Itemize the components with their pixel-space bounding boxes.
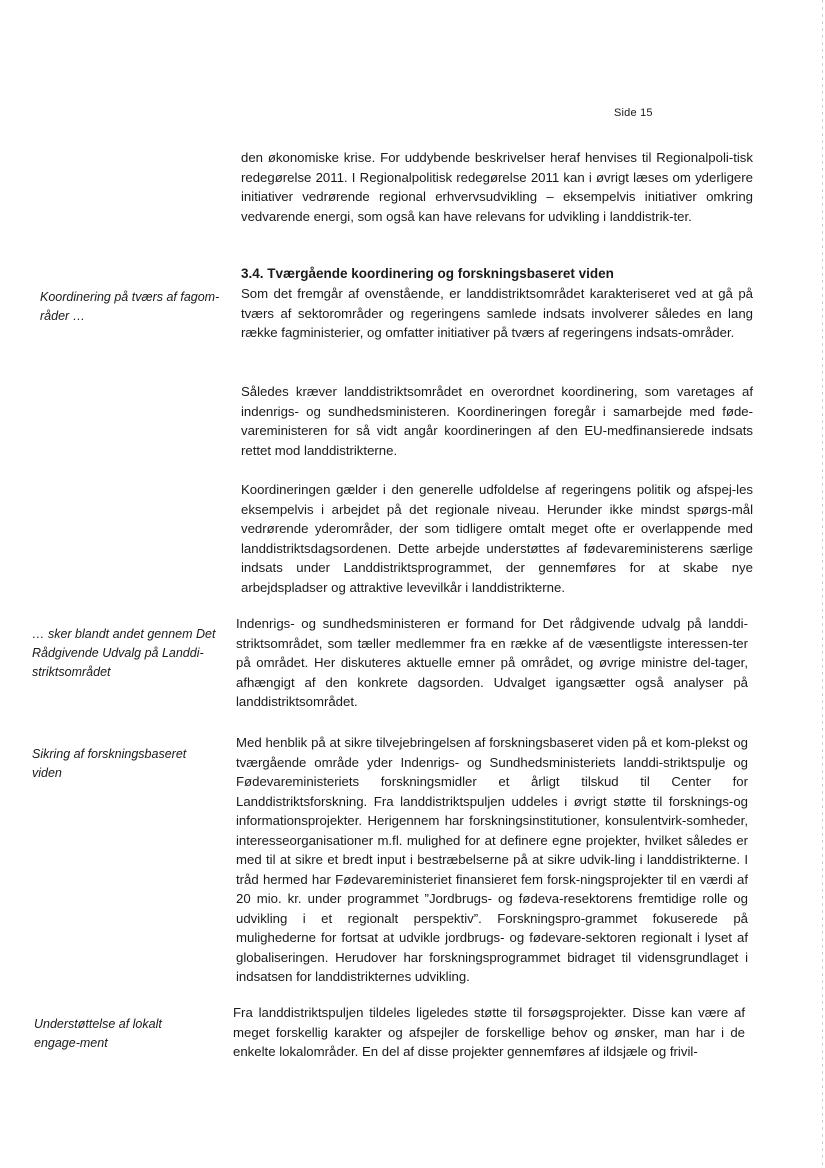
section-heading: 3.4. Tværgående koordinering og forskningsbaseret viden [241,266,614,281]
paragraph-intro: den økonomiske krise. For uddybende beskrivelser heraf henvises til Regionalpoli-tisk redegørelse 2011. I Regionalpolitisk redegørelse 2011 kan i øvrigt læses om yderligere initiativer vedrørende regional erhvervsudvikling – eksempelvis initiativer omkring vedvarende energi, som også kan have relevans for udvikling i landdistrik-ter. [241,150,753,224]
margin-note-research: Sikring af forskningsbaseret viden [32,747,187,780]
page-number: Side 15 [614,107,653,119]
paragraph-local-projects: Fra landdistriktspuljen tildeles ligeledes støtte til forsøgsprojekter. Disse kan være af meget forskellig karakter og afspejler de forskellige behov og ønsker, man har i de enkelte lokalområder. En del af disse projekter gennemføres af ildsjæle og frivil- [233,1005,745,1059]
paragraph-coordination: Således kræver landdistriktsområdet en overordnet koordinering, som varetages af indenrigs- og sundhedsministeren. Koordineringen foregår i samarbejde med føde-vareministeren for så vidt angår koordineringen af den EU-medfinansierede indsats rettet mod landdistrikterne. [241,384,753,458]
paragraph-cross-sector: Som det fremgår af ovenstående, er landdistriktsområdet karakteriseret ved at gå på tværs af sektorområder og regeringens samlede indsats involverer således en lang række fagministerier, og omfatter initiativer på tværs af regeringens indsats-områder. [241,286,753,340]
scan-edge-artifact [822,0,823,1168]
margin-note-advisory-committee: … sker blandt andet gennem Det Rådgivende Udvalg på Landdi-striktsområdet [32,627,216,679]
margin-note-coordination: Koordinering på tværs af fagom-råder … [40,290,220,323]
paragraph-research: Med henblik på at sikre tilvejebringelsen af forskningsbaseret viden på et kom-plekst og tværgående område yder Indenrigs- og Sundhedsministeriets landdi-striktspulje og Fødevareministeriets forskningsmidler et årligt tilskud til Center for Landdistriktsforskning. Fra landdistriktspuljen uddeles i øvrigt støtte til forsknings-og informationsprojekter. Herigennem har forskningsinstitutioner, konsulentvirk-somheder, interesseorganisationer m.fl. mulighed for at definere egne projekter, hvilket således er med til at sikre et bredt input i bestræbelserne på at sikre udvik-ling i landdistrikterne. I tråd hermed har Fødevareministeriet finansieret fem forsk-ningsprojekter til en værdi af 20 mio. kr. under programmet ”Jordbrugs- og fødeva-resektorens fremtidige rolle og udvikling i et regionalt perspektiv”. Forskningspro-grammet fokuserede på mulighederne for fortsat at udvikle jordbrugs- og fødevare-sektoren regionalt i lyset af globaliseringen. Herudover har forskningsprogrammet bidraget til vidensgrundlaget i indsatsen for landdistrikternes udvikling. [236,735,748,984]
paragraph-regional-level: Koordineringen gælder i den generelle udfoldelse af regeringens politik og afspej-les eksempelvis i arbejdet på det regionale niveau. Herunder ikke mindst spørgs-mål vedrørende yderområder, der som tidligere omtalt meget ofte er overlappende med landdistriktsdagsordenen. Dette arbejde understøttes af fødevareministerens særlige indsats under Landdistriktsprogrammet, der gennemføres for at skabe nye arbejdspladser og attraktive levevilkår i landdistrikterne. [241,482,753,595]
paragraph-advisory-committee: Indenrigs- og sundhedsministeren er formand for Det rådgivende udvalg på landdi-striktsområdet, som tæller medlemmer fra en række af de væsentligste interessen-ter på området. Her diskuteres aktuelle emner på området, og øvrige ministre del-tager, afhængigt af den konkrete dagsorden. Udvalget igangsætter også analyser på landdistriktsområdet. [236,616,748,709]
margin-note-local-engagement: Understøttelse af lokalt engage-ment [34,1017,162,1050]
